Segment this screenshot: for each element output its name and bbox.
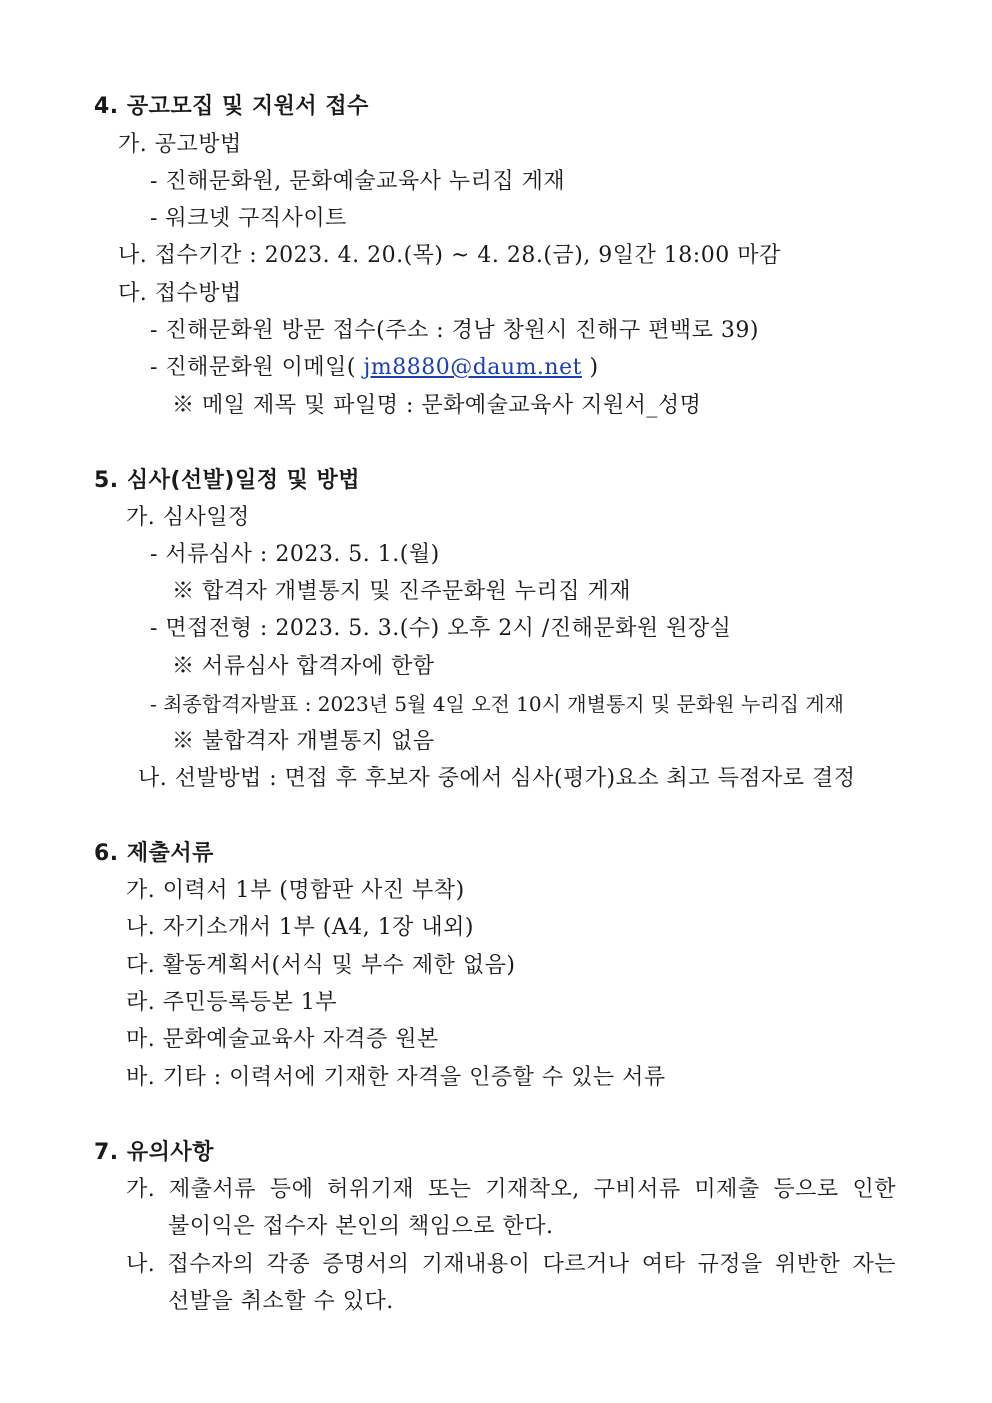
section-5-a-note-3: ※ 불합격자 개별통지 없음 xyxy=(172,729,435,754)
section-6-item: 가. 이력서 1부 (명함판 사진 부착) xyxy=(126,878,465,903)
section-4-b-label: 나. 접수기간 : 2023. 4. 20.(목) ~ 4. 28.(금), 9일간 18:00 마감 xyxy=(118,243,781,268)
section-4-a-label: 가. 공고방법 xyxy=(118,132,242,157)
section-5-a-item-2: - 면접전형 : 2023. 5. 3.(수) 오후 2시 /진해문화원 원장실 xyxy=(150,616,732,641)
section-6-item: 마. 문화예술교육사 자격증 원본 xyxy=(126,1027,439,1052)
email-link[interactable]: jm8880@daum.net xyxy=(363,355,582,380)
section-5-a-note-1: ※ 합격자 개별통지 및 진주문화원 누리집 게재 xyxy=(172,579,631,604)
section-4-a-item-1: - 진해문화원, 문화예술교육사 누리집 게재 xyxy=(150,169,566,194)
section-5-title: 5. 심사(선발)일정 및 방법 xyxy=(94,468,361,493)
section-5-b-label: 나. 선발방법 : 면접 후 후보자 중에서 심사(평가)요소 최고 득점자로 결정 xyxy=(138,766,856,791)
section-5-a-note-2: ※ 서류심사 합격자에 한함 xyxy=(172,654,435,679)
section-7-title: 7. 유의사항 xyxy=(94,1140,214,1165)
section-7-b-line-2: 선발을 취소할 수 있다. xyxy=(168,1289,394,1314)
section-5-a-item-1: - 서류심사 : 2023. 5. 1.(월) xyxy=(150,542,440,567)
section-5-a-label: 가. 심사일정 xyxy=(126,505,250,530)
section-6-item: 나. 자기소개서 1부 (A4, 1장 내외) xyxy=(126,915,475,940)
section-4-a-item-2: - 워크넷 구직사이트 xyxy=(150,206,347,231)
section-4-c-label: 다. 접수방법 xyxy=(118,281,242,306)
section-4-title: 4. 공고모집 및 지원서 접수 xyxy=(94,94,369,119)
section-7-b-line-1: 나. 접수자의 각종 증명서의 기재내용이 다르거나 여타 규정을 위반한 자는 xyxy=(126,1252,896,1277)
section-6-item: 바. 기타 : 이력서에 기재한 자격을 인증할 수 있는 서류 xyxy=(126,1065,666,1090)
section-7-a-line-2: 불이익은 접수자 본인의 책임으로 한다. xyxy=(168,1214,554,1239)
section-4-c-item-1: - 진해문화원 방문 접수(주소 : 경남 창원시 진해구 편백로 39) xyxy=(150,318,759,343)
section-4-c-note: ※ 메일 제목 및 파일명 : 문화예술교육사 지원서_성명 xyxy=(172,393,702,418)
section-6-item: 라. 주민등록등본 1부 xyxy=(126,990,337,1015)
section-5-a-item-3: - 최종합격자발표 : 2023년 5월 4일 오전 10시 개별통지 및 문화원 누리집 게재 xyxy=(150,692,844,716)
email-prefix: - 진해문화원 이메일( xyxy=(150,355,357,380)
section-4-c-item-2 xyxy=(150,353,599,383)
section-6-title: 6. 제출서류 xyxy=(94,841,214,866)
email-suffix: ) xyxy=(589,355,599,380)
section-6-item: 다. 활동계획서(서식 및 부수 제한 없음) xyxy=(126,953,516,978)
section-7-a-line-1: 가. 제출서류 등에 허위기재 또는 기재착오, 구비서류 미제출 등으로 인한 xyxy=(126,1177,896,1202)
